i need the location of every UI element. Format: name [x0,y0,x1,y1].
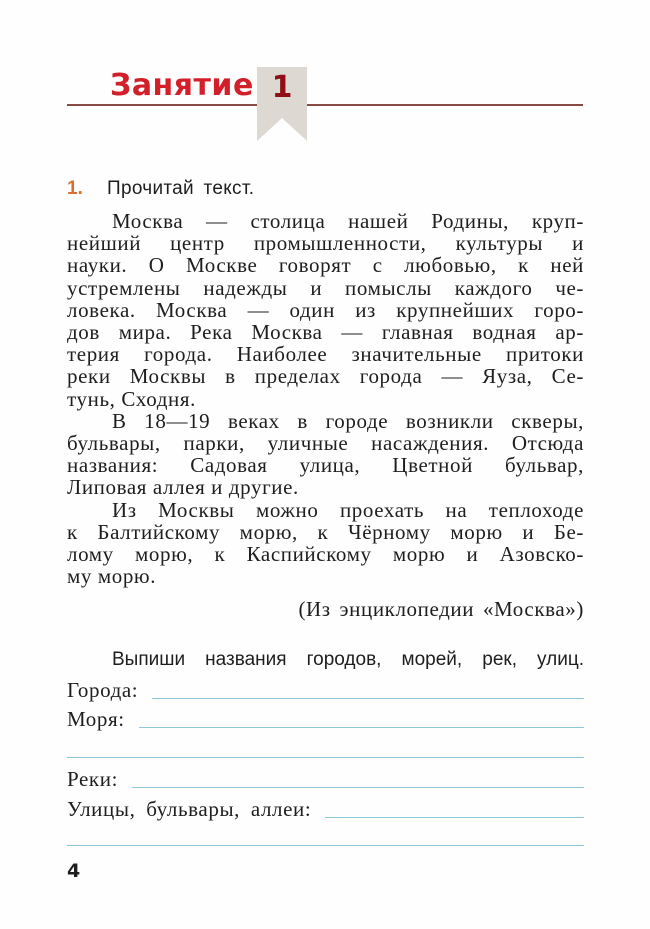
header-rule-right [307,104,583,106]
header-rule-left [67,104,257,106]
passage-line: устремлены надежды и помыслы каждого че- [67,275,584,300]
passage-line: реки Москвы в пределах города — Яуза, Се- [67,364,584,389]
task-heading [67,178,587,200]
streets-answer-line[interactable] [325,817,584,818]
passage-line: терия города. Наиболее значительные притоки [67,342,584,367]
passage-line: к Балтийскому морю, к Чёрному морю и Бе- [67,519,584,544]
lesson-title: Занятие [110,68,254,103]
passage-line: В 18—19 веках в городе возникли скверы, [112,408,584,433]
cities-answer-line[interactable] [152,698,584,699]
lesson-number: 1 [271,70,293,105]
lesson-header [0,0,650,150]
task-instruction: Прочитай текст. [107,178,255,199]
streets-field[interactable] [67,795,584,821]
passage-line: дов мира. Река Москва — главная водная ар- [67,320,584,345]
task-number: 1. [67,178,83,199]
seas-field[interactable] [67,705,584,731]
rivers-label: Реки: [67,767,118,791]
streets-answer-line-extra[interactable] [67,845,584,846]
passage-line: лому морю, к Каспийскому морю и Азовско- [67,542,584,567]
passage-line: му морю. [67,564,157,589]
passage-line: Липовая аллея и другие. [67,475,299,500]
passage-line: бульвары, парки, уличные насаждения. Отсюда [67,431,584,456]
exercise-instruction: Выпиши названия городов, морей, рек, улиц. [112,649,584,670]
cities-field[interactable] [67,676,584,702]
seas-answer-line-extra[interactable] [67,757,584,758]
seas-label: Моря: [67,707,125,731]
seas-answer-line[interactable] [139,727,584,728]
passage-line: нейший центр промышленности, культуры и [67,231,584,256]
rivers-field[interactable] [67,765,584,791]
passage-line: Москва — столица нашей Родины, круп- [112,209,584,233]
cities-label: Города: [67,678,139,702]
passage-line: Из Москвы можно проехать на теплоходе [112,497,584,522]
rivers-answer-line[interactable] [132,787,584,788]
passage-line: тунь, Сходня. [67,386,196,411]
passage-line: науки. О Москве говорят с любовью, к ней [67,253,584,278]
streets-label: Улицы, бульвары, аллеи: [67,797,312,821]
passage-line: названия: Садовая улица, Цветной бульвар, [67,453,584,478]
reading-passage [67,210,584,587]
passage-source: (Из энциклопедии «Москва») [298,597,584,621]
passage-line: ловека. Москва — один из крупнейших горо- [67,297,584,322]
page-number: 4 [67,860,81,882]
